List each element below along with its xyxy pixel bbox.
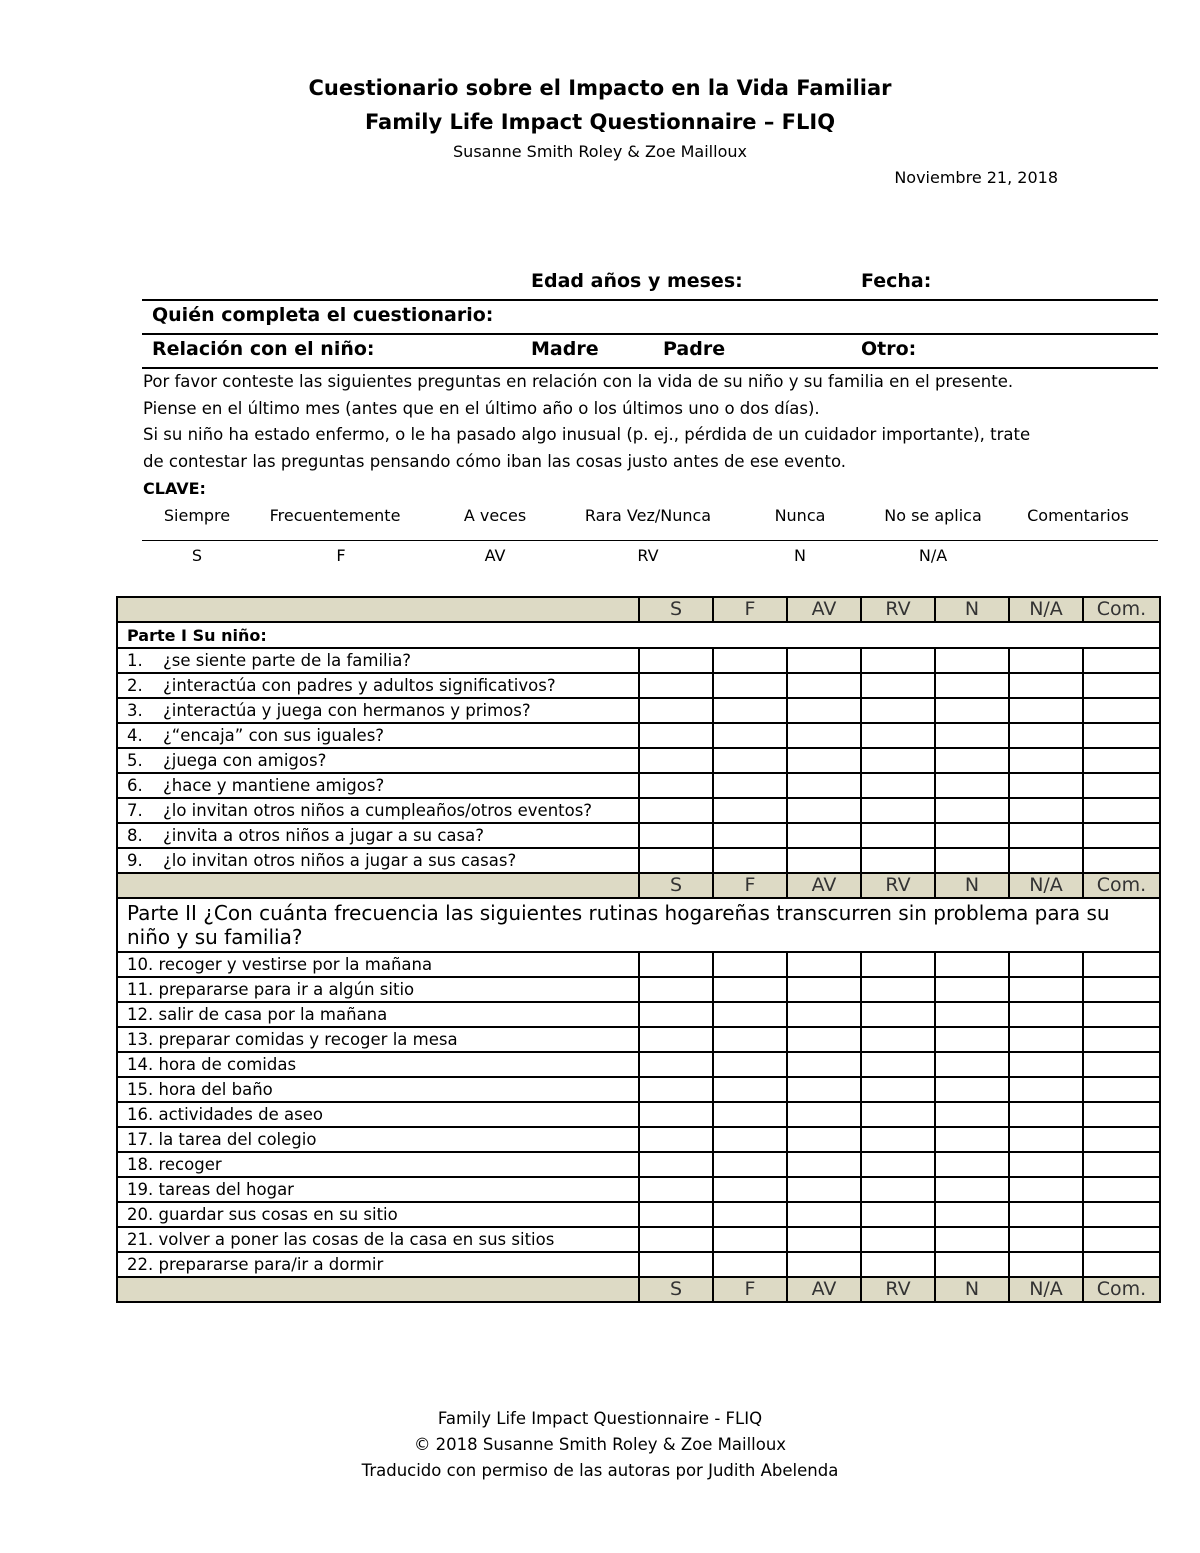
question-row [117, 952, 1160, 977]
column-header: N [935, 597, 1009, 622]
answer-cell[interactable] [935, 648, 1009, 673]
answer-cell[interactable] [1009, 773, 1083, 798]
column-header: AV [787, 1277, 861, 1302]
answer-cell[interactable] [1009, 673, 1083, 698]
answer-cell[interactable] [861, 648, 935, 673]
answer-cell[interactable] [639, 748, 713, 773]
answer-cell[interactable] [1009, 1152, 1083, 1177]
answer-cell[interactable] [1009, 952, 1083, 977]
answer-cell[interactable] [1083, 1202, 1160, 1227]
answer-cell[interactable] [861, 673, 935, 698]
question-text [117, 648, 639, 673]
answer-cell[interactable] [935, 698, 1009, 723]
answer-cell[interactable] [1083, 1077, 1160, 1102]
key-abbr: N/A [918, 546, 948, 565]
question-text [117, 823, 639, 848]
answer-cell[interactable] [935, 1127, 1009, 1152]
answer-cell[interactable] [787, 1027, 861, 1052]
answer-cell[interactable] [639, 1227, 713, 1252]
answer-cell[interactable] [935, 952, 1009, 977]
answer-cell[interactable] [639, 1052, 713, 1077]
key-label: A veces [463, 506, 527, 525]
section-header-row [117, 622, 1160, 648]
answer-cell[interactable] [1009, 848, 1083, 873]
answer-cell[interactable] [787, 648, 861, 673]
question-label: ¿hace y mantiene amigos? [163, 776, 385, 795]
header-blank-cell [117, 597, 639, 622]
answer-cell[interactable] [787, 1002, 861, 1027]
column-header: F [713, 1277, 787, 1302]
answer-cell[interactable] [1009, 1052, 1083, 1077]
answer-cell[interactable] [713, 773, 787, 798]
part-2-title: Parte II ¿Con cuánta frecuencia las siguientes rutinas hogareñas transcurren sin problema para su niño y su familia? [117, 898, 1160, 952]
answer-cell[interactable] [861, 1027, 935, 1052]
key-label: Siempre [163, 506, 231, 525]
answer-cell[interactable] [787, 748, 861, 773]
answer-cell[interactable] [861, 1177, 935, 1202]
answer-cell[interactable] [1083, 1127, 1160, 1152]
divider [142, 540, 1158, 541]
question-text [117, 673, 639, 698]
answer-cell[interactable] [787, 848, 861, 873]
answer-cell[interactable] [935, 977, 1009, 1002]
footer-title: Family Life Impact Questionnaire - FLIQ [437, 1409, 763, 1428]
instruction-line: Si su niño ha estado enfermo, o le ha pasado algo inusual (p. ej., pérdida de un cuidador importante), trate [143, 425, 1031, 444]
answer-cell[interactable] [713, 977, 787, 1002]
column-header-row [117, 597, 1160, 622]
column-header: N/A [1009, 873, 1083, 898]
answer-cell[interactable] [713, 1177, 787, 1202]
answer-cell[interactable] [1083, 748, 1160, 773]
answer-cell[interactable] [639, 823, 713, 848]
question-label: ¿invita a otros niños a jugar a su casa? [163, 826, 485, 845]
questionnaire-body [117, 597, 1160, 1302]
answer-cell[interactable] [713, 952, 787, 977]
question-text: 17. la tarea del colegio [117, 1127, 639, 1152]
question-row [117, 1027, 1160, 1052]
answer-cell[interactable] [639, 1177, 713, 1202]
answer-cell[interactable] [1083, 698, 1160, 723]
key-label: Nunca [774, 506, 826, 525]
answer-cell[interactable] [861, 848, 935, 873]
question-text: 18. recoger [117, 1152, 639, 1177]
answer-cell[interactable] [1083, 673, 1160, 698]
question-text [117, 698, 639, 723]
key-label: Frecuentemente [269, 506, 401, 525]
answer-cell[interactable] [935, 1177, 1009, 1202]
relation-label: Relación con el niño: [152, 338, 375, 360]
question-row [117, 1177, 1160, 1202]
answer-cell[interactable] [861, 1252, 935, 1277]
answer-cell[interactable] [787, 823, 861, 848]
footer-translation: Traducido con permiso de las autoras por Judith Abelenda [361, 1461, 839, 1480]
answer-cell[interactable] [713, 798, 787, 823]
answer-cell[interactable] [713, 1077, 787, 1102]
answer-cell[interactable] [1083, 798, 1160, 823]
divider [142, 367, 1158, 369]
divider [142, 333, 1158, 335]
question-text: 12. salir de casa por la mañana [117, 1002, 639, 1027]
answer-cell[interactable] [713, 1027, 787, 1052]
answer-cell[interactable] [787, 1077, 861, 1102]
document-date: Noviembre 21, 2018 [894, 168, 1058, 187]
key-abbr: F [336, 546, 346, 565]
answer-cell[interactable] [713, 748, 787, 773]
question-text: 21. volver a poner las cosas de la casa en sus sitios [117, 1227, 639, 1252]
column-header: F [713, 597, 787, 622]
answer-cell[interactable] [1083, 1052, 1160, 1077]
question-label: ¿interactúa y juega con hermanos y primos? [163, 701, 531, 720]
answer-cell[interactable] [1083, 1002, 1160, 1027]
question-label: ¿se siente parte de la familia? [163, 651, 412, 670]
answer-cell[interactable] [1009, 823, 1083, 848]
answer-cell[interactable] [861, 823, 935, 848]
answer-cell[interactable] [639, 1127, 713, 1152]
divider [142, 299, 1158, 301]
instruction-line: Piense en el último mes (antes que en el último año o los últimos uno o dos días). [143, 399, 820, 418]
answer-cell[interactable] [1009, 748, 1083, 773]
answer-cell[interactable] [935, 823, 1009, 848]
answer-cell[interactable] [861, 977, 935, 1002]
answer-cell[interactable] [935, 1252, 1009, 1277]
header-blank-cell [117, 873, 639, 898]
question-row [117, 673, 1160, 698]
footer-copyright: © 2018 Susanne Smith Roley & Zoe Mailloux [413, 1435, 787, 1454]
answer-cell[interactable] [1009, 698, 1083, 723]
question-row [117, 748, 1160, 773]
answer-cell[interactable] [1009, 1102, 1083, 1127]
column-header: RV [861, 873, 935, 898]
answer-cell[interactable] [787, 673, 861, 698]
column-header-row [117, 873, 1160, 898]
question-text [117, 748, 639, 773]
question-text [117, 798, 639, 823]
key-title: CLAVE: [143, 479, 206, 498]
question-row [117, 1052, 1160, 1077]
answer-cell[interactable] [1009, 1227, 1083, 1252]
column-header: AV [787, 873, 861, 898]
column-header: S [639, 597, 713, 622]
answer-cell[interactable] [1083, 648, 1160, 673]
answer-cell[interactable] [861, 1202, 935, 1227]
section-header-row [117, 898, 1160, 952]
answer-cell[interactable] [639, 1002, 713, 1027]
column-header: RV [861, 597, 935, 622]
question-label: ¿juega con amigos? [163, 751, 327, 770]
answer-cell[interactable] [713, 1127, 787, 1152]
answer-cell[interactable] [1009, 1202, 1083, 1227]
column-header: S [639, 1277, 713, 1302]
answer-cell[interactable] [1009, 648, 1083, 673]
answer-cell[interactable] [639, 1152, 713, 1177]
key-abbr: S [191, 546, 203, 565]
question-label: ¿lo invitan otros niños a jugar a sus casas? [163, 851, 517, 870]
answer-cell[interactable] [861, 723, 935, 748]
answer-cell[interactable] [713, 698, 787, 723]
question-row [117, 848, 1160, 873]
answer-cell[interactable] [639, 1077, 713, 1102]
key-abbr: N [794, 546, 806, 565]
answer-cell[interactable] [935, 1052, 1009, 1077]
answer-cell[interactable] [861, 1152, 935, 1177]
key-abbr: RV [637, 546, 659, 565]
mother-option: Madre [531, 338, 599, 360]
question-row [117, 773, 1160, 798]
question-number: 6. [127, 776, 143, 795]
answer-cell[interactable] [713, 1252, 787, 1277]
answer-cell[interactable] [1083, 1252, 1160, 1277]
answer-cell[interactable] [935, 1077, 1009, 1102]
question-number: 4. [127, 726, 143, 745]
page-subtitle: Family Life Impact Questionnaire – FLIQ [364, 110, 836, 134]
question-row [117, 648, 1160, 673]
answer-cell[interactable] [1083, 1102, 1160, 1127]
question-row [117, 698, 1160, 723]
answer-cell[interactable] [639, 698, 713, 723]
column-header: Com. [1083, 1277, 1160, 1302]
answer-cell[interactable] [713, 673, 787, 698]
question-row [117, 977, 1160, 1002]
answer-cell[interactable] [861, 798, 935, 823]
answer-cell[interactable] [787, 723, 861, 748]
father-option: Padre [663, 338, 726, 360]
other-option: Otro: [861, 338, 917, 360]
answer-cell[interactable] [935, 1027, 1009, 1052]
answer-cell[interactable] [713, 1152, 787, 1177]
question-text: 20. guardar sus cosas en su sitio [117, 1202, 639, 1227]
question-row [117, 798, 1160, 823]
answer-cell[interactable] [639, 648, 713, 673]
question-row [117, 1077, 1160, 1102]
question-text: 19. tareas del hogar [117, 1177, 639, 1202]
answer-cell[interactable] [935, 673, 1009, 698]
answer-cell[interactable] [713, 723, 787, 748]
answer-cell[interactable] [935, 773, 1009, 798]
question-text [117, 723, 639, 748]
key-label: No se aplica [884, 506, 982, 525]
answer-cell[interactable] [639, 952, 713, 977]
answer-cell[interactable] [861, 952, 935, 977]
footer [0, 1406, 1200, 1484]
column-header-row [117, 1277, 1160, 1302]
column-header: Com. [1083, 597, 1160, 622]
question-row [117, 1127, 1160, 1152]
answer-cell[interactable] [639, 673, 713, 698]
answer-cell[interactable] [713, 823, 787, 848]
question-row [117, 1227, 1160, 1252]
answer-cell[interactable] [713, 1102, 787, 1127]
question-row [117, 1002, 1160, 1027]
answer-cell[interactable] [1083, 1227, 1160, 1252]
question-number: 8. [127, 826, 143, 845]
question-text: 16. actividades de aseo [117, 1102, 639, 1127]
question-row [117, 1152, 1160, 1177]
answer-cell[interactable] [639, 1202, 713, 1227]
answer-cell[interactable] [1009, 1127, 1083, 1152]
key-abbr: AV [484, 546, 506, 565]
column-header: N [935, 873, 1009, 898]
answer-cell[interactable] [1009, 1027, 1083, 1052]
question-number: 1. [127, 651, 143, 670]
authors: Susanne Smith Roley & Zoe Mailloux [453, 142, 747, 161]
questionnaire-table [116, 596, 1161, 1303]
question-number: 3. [127, 701, 143, 720]
answer-cell[interactable] [787, 1052, 861, 1077]
answer-cell[interactable] [787, 1102, 861, 1127]
question-row [117, 1202, 1160, 1227]
column-header: RV [861, 1277, 935, 1302]
answer-cell[interactable] [1083, 723, 1160, 748]
instruction-line: Por favor conteste las siguientes preguntas en relación con la vida de su niño y su familia en el presente. [143, 372, 1014, 391]
question-number: 7. [127, 801, 143, 820]
part-1-title: Parte I Su niño: [117, 622, 1160, 648]
question-label: ¿interactúa con padres y adultos significativos? [163, 676, 556, 695]
column-header: S [639, 873, 713, 898]
header-blank-cell [117, 1277, 639, 1302]
answer-cell[interactable] [935, 1002, 1009, 1027]
date-label: Fecha: [861, 270, 932, 292]
answer-cell[interactable] [1009, 1077, 1083, 1102]
question-text: 14. hora de comidas [117, 1052, 639, 1077]
answer-cell[interactable] [1009, 1177, 1083, 1202]
answer-cell[interactable] [935, 748, 1009, 773]
answer-cell[interactable] [787, 1152, 861, 1177]
column-header: N [935, 1277, 1009, 1302]
answer-cell[interactable] [935, 723, 1009, 748]
answer-cell[interactable] [935, 1102, 1009, 1127]
column-header: Com. [1083, 873, 1160, 898]
completed-by-label: Quién completa el cuestionario: [152, 304, 494, 326]
answer-cell[interactable] [861, 1102, 935, 1127]
answer-cell[interactable] [639, 977, 713, 1002]
answer-cell[interactable] [861, 748, 935, 773]
answer-cell[interactable] [787, 952, 861, 977]
answer-cell[interactable] [1083, 1177, 1160, 1202]
answer-cell[interactable] [861, 1127, 935, 1152]
answer-cell[interactable] [787, 698, 861, 723]
answer-cell[interactable] [1083, 1027, 1160, 1052]
question-row [117, 1102, 1160, 1127]
column-header: N/A [1009, 597, 1083, 622]
age-label: Edad años y meses: [531, 270, 743, 292]
question-row [117, 1252, 1160, 1277]
answer-cell[interactable] [787, 798, 861, 823]
answer-cell[interactable] [1009, 1002, 1083, 1027]
question-text [117, 848, 639, 873]
answer-cell[interactable] [861, 773, 935, 798]
answer-cell[interactable] [1083, 952, 1160, 977]
answer-cell[interactable] [1009, 977, 1083, 1002]
question-label: ¿lo invitan otros niños a cumpleaños/otros eventos? [163, 801, 593, 820]
question-text [117, 773, 639, 798]
answer-cell[interactable] [935, 1227, 1009, 1252]
column-header: F [713, 873, 787, 898]
question-text: 15. hora del baño [117, 1077, 639, 1102]
answer-cell[interactable] [787, 977, 861, 1002]
answer-cell[interactable] [1083, 773, 1160, 798]
question-text: 13. preparar comidas y recoger la mesa [117, 1027, 639, 1052]
column-header: N/A [1009, 1277, 1083, 1302]
page-title: Cuestionario sobre el Impacto en la Vida Familiar [308, 76, 892, 100]
answer-cell[interactable] [787, 773, 861, 798]
answer-cell[interactable] [787, 1202, 861, 1227]
answer-cell[interactable] [787, 1177, 861, 1202]
question-number: 5. [127, 751, 143, 770]
instruction-line: de contestar las preguntas pensando cómo iban las cosas justo antes de ese evento. [143, 452, 847, 471]
answer-cell[interactable] [1083, 823, 1160, 848]
answer-cell[interactable] [713, 1227, 787, 1252]
answer-cell[interactable] [639, 1102, 713, 1127]
question-number: 2. [127, 676, 143, 695]
answer-cell[interactable] [861, 1227, 935, 1252]
answer-cell[interactable] [787, 1252, 861, 1277]
question-text: 22. prepararse para/ir a dormir [117, 1252, 639, 1277]
answer-cell[interactable] [935, 1202, 1009, 1227]
answer-cell[interactable] [1009, 723, 1083, 748]
answer-cell[interactable] [639, 1027, 713, 1052]
answer-cell[interactable] [713, 848, 787, 873]
question-text: 10. recoger y vestirse por la mañana [117, 952, 639, 977]
answer-cell[interactable] [1083, 1152, 1160, 1177]
answer-cell[interactable] [639, 848, 713, 873]
answer-cell[interactable] [861, 698, 935, 723]
key-label: Comentarios [1027, 506, 1129, 525]
question-row [117, 723, 1160, 748]
answer-cell[interactable] [639, 723, 713, 748]
question-row [117, 823, 1160, 848]
key-label: Rara Vez/Nunca [584, 506, 712, 525]
answer-cell[interactable] [639, 773, 713, 798]
answer-cell[interactable] [935, 848, 1009, 873]
question-text: 11. prepararse para ir a algún sitio [117, 977, 639, 1002]
answer-cell[interactable] [1009, 798, 1083, 823]
answer-cell[interactable] [935, 1152, 1009, 1177]
answer-cell[interactable] [1083, 977, 1160, 1002]
answer-cell[interactable] [1083, 848, 1160, 873]
answer-cell[interactable] [787, 1127, 861, 1152]
answer-cell[interactable] [713, 648, 787, 673]
answer-cell[interactable] [935, 798, 1009, 823]
column-header: AV [787, 597, 861, 622]
answer-cell[interactable] [639, 798, 713, 823]
answer-cell[interactable] [861, 1052, 935, 1077]
answer-cell[interactable] [713, 1202, 787, 1227]
answer-cell[interactable] [639, 1252, 713, 1277]
answer-cell[interactable] [861, 1002, 935, 1027]
answer-cell[interactable] [713, 1002, 787, 1027]
question-number: 9. [127, 851, 143, 870]
answer-cell[interactable] [861, 1077, 935, 1102]
answer-cell[interactable] [787, 1227, 861, 1252]
question-label: ¿“encaja” con sus iguales? [163, 726, 385, 745]
answer-cell[interactable] [1009, 1252, 1083, 1277]
answer-cell[interactable] [713, 1052, 787, 1077]
